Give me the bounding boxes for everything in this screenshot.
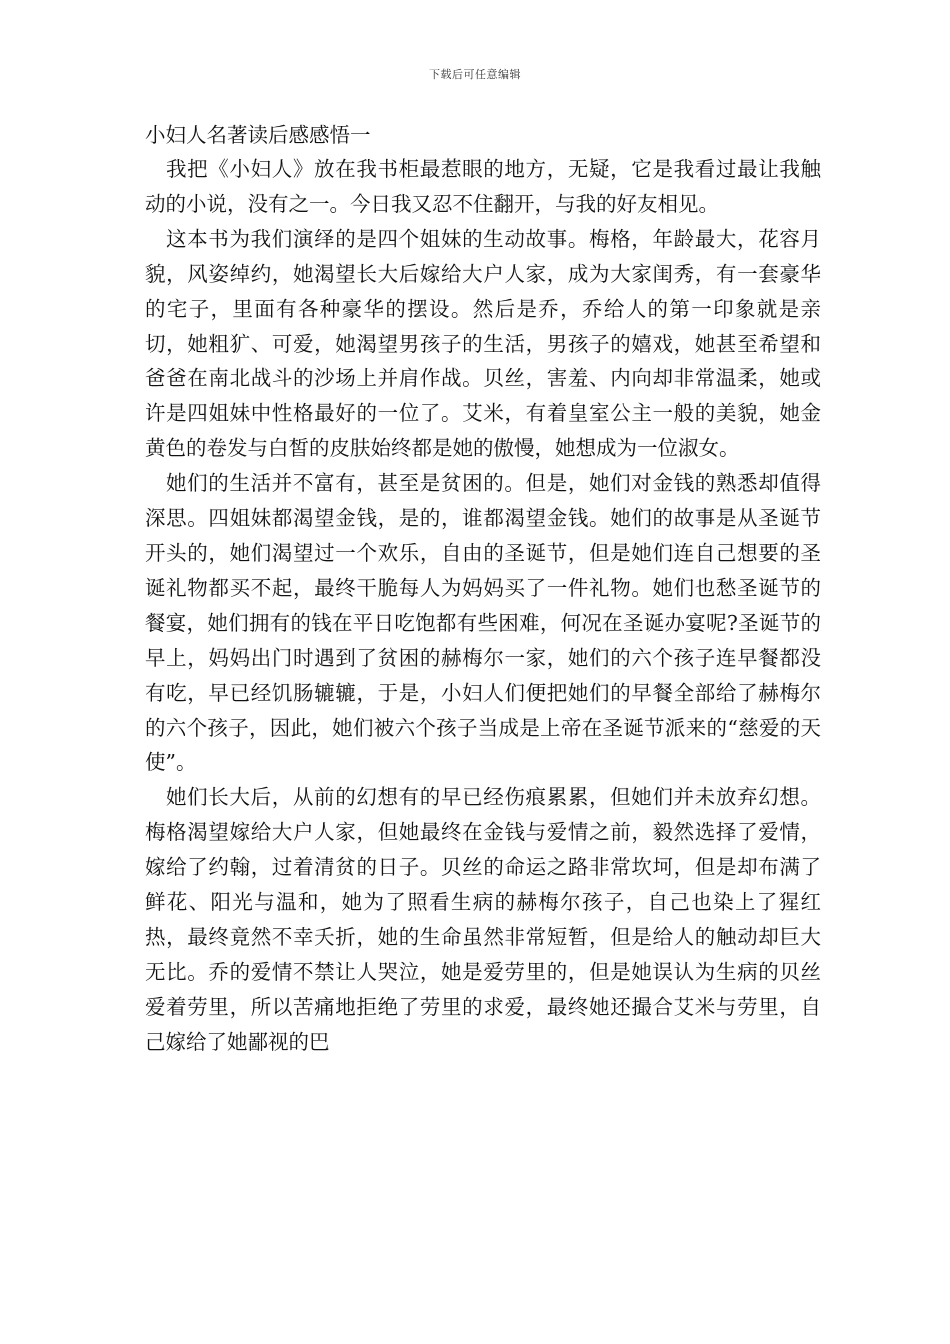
- document-title: 小妇人名著读后感感悟一: [145, 123, 371, 147]
- paragraph-intro: 我把《小妇人》放在我书柜最惹眼的地方，无疑，它是我看过最让我触动的小说，没有之一。今日我又忍不住翻开，与我的好友相见。: [145, 157, 821, 216]
- paragraph-four-sisters: 这本书为我们演绎的是四个姐妹的生动故事。梅格，年龄最大，花容月貌，风姿绰约，她渴望长大后嫁给大户人家，成为大家闺秀，有一套豪华的宅子，里面有各种豪华的摆设。然后是乔，乔给人的第一印象就是亲切，她粗犷、可爱，她渴望男孩子的生活，男孩子的嬉戏，她甚至希望和爸爸在南北战斗的沙场上并肩作战。贝丝，害羞、内向却非常温柔，她或许是四姐妹中性格最好的一位了。艾米，有着皇室公主一般的美貌，她金黄色的卷发与白皙的皮肤始终都是她的傲慢，她想成为一位淑女。: [145, 226, 821, 461]
- paragraph-money: 她们的生活并不富有，甚至是贫困的。但是，她们对金钱的熟悉却值得深思。四姐妹都渴望金钱，是的，谁都渴望金钱。她们的故事是从圣诞节开头的，她们渴望过一个欢乐，自由的圣诞节，但是她们连自己想要的圣诞礼物都买不起，最终干脆每人为妈妈买了一件礼物。她们也愁圣诞节的餐宴，她们拥有的钱在平日吃饱都有些困难，何况在圣诞办宴呢?圣诞节的早上，妈妈出门时遇到了贫困的赫梅尔一家，她们的六个孩子连早餐都没有吃，早已经饥肠辘辘，于是，小妇人们便把她们的早餐全部给了赫梅尔的六个孩子，因此，她们被六个孩子当成是上帝在圣诞节派来的“慈爱的天使”。: [145, 471, 821, 775]
- header-note: 下载后可任意编辑: [429, 68, 521, 81]
- paragraph-growing-up: 她们长大后，从前的幻想有的早已经伤痕累累，但她们并未放弃幻想。梅格渴望嫁给大户人家，但她最终在金钱与爱情之前，毅然选择了爱情，嫁给了约翰，过着清贫的日子。贝丝的命运之路非常坎坷，但是却布满了鲜花、阳光与温和，她为了照看生病的赫梅尔孩子，自己也染上了猩红热，最终竟然不幸夭折，她的生命虽然非常短暂，但是给人的触动却巨大无比。乔的爱情不禁让人哭泣，她是爱劳里的，但是她误认为生病的贝丝爱着劳里，所以苦痛地拒绝了劳里的求爱，最终她还撮合艾米与劳里，自己嫁给了她鄙视的巴: [145, 785, 821, 1054]
- document-body: [145, 118, 821, 1060]
